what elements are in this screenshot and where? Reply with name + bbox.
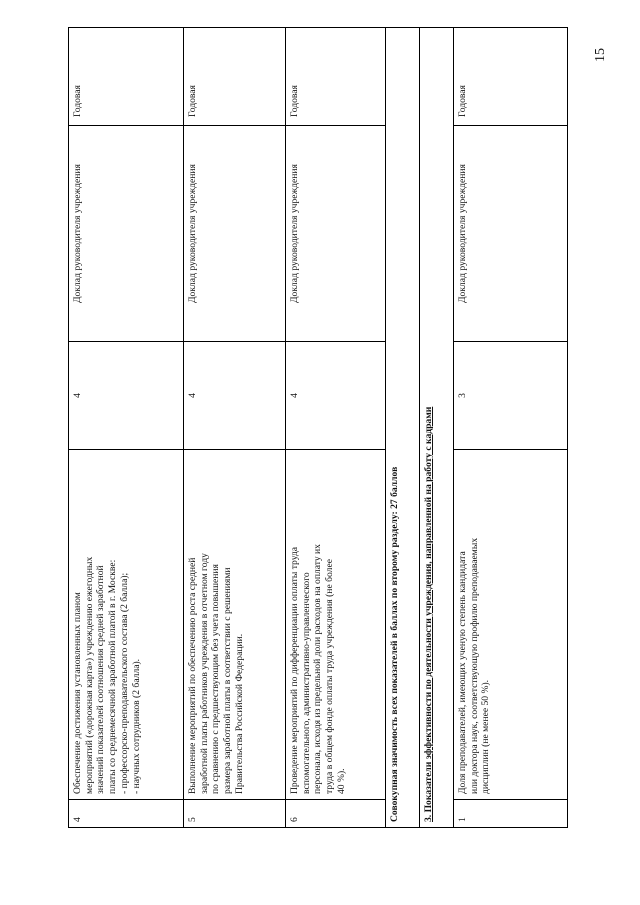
- indicator-line: - научных сотрудников (2 балла).: [130, 658, 142, 794]
- indicator-table-wrapper: [68, 28, 568, 828]
- report-source: Доклад руководителя учреждения: [454, 126, 568, 342]
- indicator-line: дисциплин (не менее 50 %).: [480, 679, 492, 794]
- indicator-line: труда в общем фонде оплаты труда учреждения (не более: [324, 559, 336, 794]
- points-value: 4: [69, 342, 184, 450]
- total-row: Совокупная значимость всех показателей в баллах по второму разделу: 27 баллов: [386, 28, 420, 828]
- points-value: 4: [286, 342, 386, 450]
- indicator-line: Доля преподавателей, имеющих ученую степень кандидата: [457, 551, 468, 794]
- table-row: [454, 28, 568, 828]
- points-value: 4: [184, 342, 286, 450]
- indicator-line: по сравнению с предшествующим без учета повышения: [210, 564, 222, 794]
- row-number: 5: [184, 800, 286, 828]
- row-number: 1: [454, 800, 568, 828]
- report-source: Доклад руководителя учреждения: [184, 126, 286, 342]
- indicator-line: или доктора наук, соответствующую профилю преподаваемых: [468, 537, 480, 794]
- indicator-text: [69, 450, 184, 800]
- page-number: 15: [593, 48, 608, 62]
- rotated-table-area: [68, 28, 568, 828]
- indicator-text: [454, 450, 568, 800]
- indicator-table: [68, 27, 568, 828]
- indicator-line: значений показателей соотношения средней заработной: [95, 565, 107, 794]
- indicator-line: - профессорско-преподавательского состава (2 балла);: [118, 572, 130, 794]
- indicator-line: мероприятий («дорожная карта») учреждению ежегодных: [83, 556, 95, 794]
- report-source: Доклад руководителя учреждения: [69, 126, 184, 342]
- table-row: [184, 28, 286, 828]
- indicator-line: размера заработной платы в соответствии с решениями: [222, 567, 234, 794]
- indicator-line: вспомогательного, административно-управленческого: [300, 572, 312, 794]
- indicator-line: Обеспечение достижения установленных планом: [72, 592, 83, 794]
- indicator-line: Проведение мероприятий по дифференциации оплаты труда: [289, 546, 300, 794]
- report-period: Годовая: [69, 28, 184, 126]
- report-period: Годовая: [184, 28, 286, 126]
- indicator-line: платы со среднемесячной заработной платой в г. Москве:: [107, 559, 119, 794]
- report-source: Доклад руководителя учреждения: [286, 126, 386, 342]
- row-number: 4: [69, 800, 184, 828]
- points-value: 3: [454, 342, 568, 450]
- indicator-line: Выполнение мероприятий по обеспечению роста средней: [187, 557, 198, 794]
- indicator-line: персонала, исходя из предельной доли расходов на оплату их: [312, 544, 324, 794]
- table-row: [420, 28, 454, 828]
- section-header: 3. Показатели эффективности по деятельности учреждения, направленной на работу с кадрами: [420, 28, 454, 828]
- table-row: [286, 28, 386, 828]
- indicator-text: [286, 450, 386, 800]
- table-row: [386, 28, 420, 828]
- indicator-line: 40 %).: [335, 768, 347, 794]
- indicator-line: заработной платы работников учреждения в отчетном году: [198, 553, 210, 794]
- table-row: [69, 28, 184, 828]
- indicator-text: [184, 450, 286, 800]
- indicator-line: Правительства Российской Федерации.: [233, 633, 245, 794]
- row-number: 6: [286, 800, 386, 828]
- report-period: Годовая: [454, 28, 568, 126]
- report-period: Годовая: [286, 28, 386, 126]
